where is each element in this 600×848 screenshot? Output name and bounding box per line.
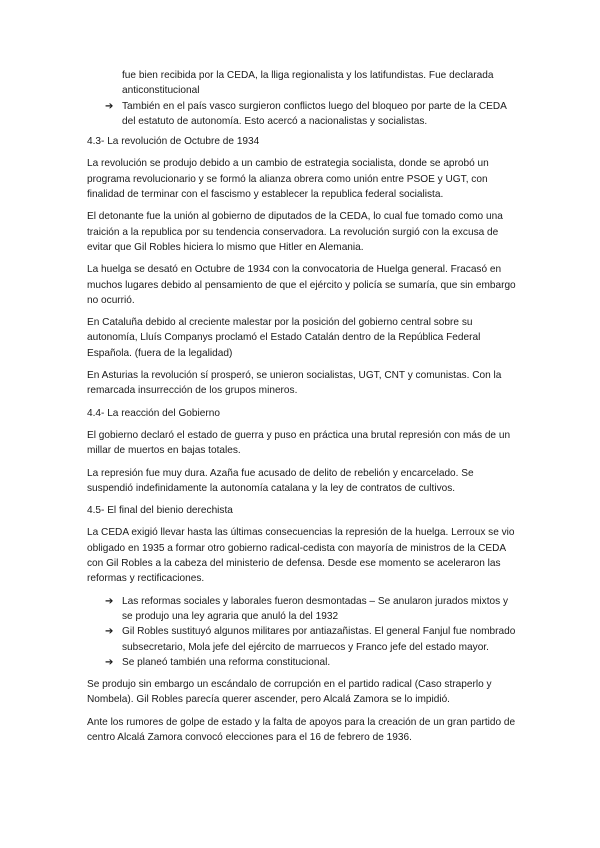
paragraph: En Cataluña debido al creciente malestar por la posición del gobierno central sobre su autonomía, Lluís Companys proclamó el Estado Catalán dentro de la República Federal Española. (fuera de la legalidad): [87, 317, 481, 359]
document-body: [87, 68, 520, 752]
paragraph: La huelga se desató en Octubre de 1934 con la convocatoria de Huelga general. Fracasó en muchos lugares debido al pensamiento de que el ejército y policía se sumaría, que sin embargo no ocurrió.: [87, 264, 516, 306]
paragraph: El detonante fue la unión al gobierno de diputados de la CEDA, lo cual fue tomado como una traición a la republica por su tendencia conservadora. La revolución surgió con la excusa de evitar que Gil Robles hiciera lo mismo que Hitler en Alemania.: [87, 211, 503, 253]
arrow-icon: ➔: [105, 626, 114, 638]
paragraph: En Asturias la revolución sí prosperó, se unieron socialistas, UGT, CNT y comunistas. Con la remarcada insurrección de los grupos mineros.: [87, 370, 502, 397]
paragraph: Ante los rumores de golpe de estado y la falta de apoyos para la creación de un gran partido de centro Alcalá Zamora convocó elecciones para el 16 de febrero de 1936.: [87, 716, 516, 743]
top-bullet-list: [87, 99, 520, 130]
reform-bullet-list: [87, 594, 520, 670]
list-item: [105, 99, 520, 130]
bullet-text: También en el país vasco surgieron conflictos luego del bloqueo por parte de la CEDA del estatuto de autonomía. Esto acercó a nacionalistas y socialistas.: [122, 100, 507, 127]
paragraph: Se produjo sin embargo un escándalo de corrupción en el partido radical (Caso straperlo y Nombela). Gil Robles parecía querer ascender, pero Alcalá Zamora se lo impidió.: [87, 679, 492, 706]
section-heading-4-3: 4.3- La revolución de Octubre de 1934: [87, 136, 260, 148]
paragraph: La CEDA exigió llevar hasta las últimas consecuencias la represión de la huelga. Lerroux se vio obligado en 1935 a formar otro gobierno radical-cedista con mayoría de ministros de la CEDA con Gil Robles a la cabeza del ministerio de defensa. Desde ese momento se aceleraron las reformas y rectificaciones.: [87, 527, 515, 585]
arrow-icon: ➔: [105, 100, 114, 112]
continuation-text: fue bien recibida por la CEDA, la lliga regionalista y los latifundistas. Fue declarada anticonstitucional: [122, 70, 494, 97]
bullet-text: Las reformas sociales y laborales fueron desmontadas – Se anularon jurados mixtos y se produjo una ley agraria que anuló la del 1932: [122, 595, 509, 622]
bullet-text: Se planeó también una reforma constitucional.: [122, 656, 331, 668]
paragraph: La revolución se produjo debido a un cambio de estrategia socialista, donde se aprobó un programa revolucionario y se formó la alianza obrera como unión entre PSOE y UGT, con finalidad de terminar con el fascismo y establecer la republica federal socialista.: [87, 158, 489, 201]
arrow-icon: ➔: [105, 595, 114, 607]
arrow-icon: ➔: [105, 656, 114, 668]
paragraph: El gobierno declaró el estado de guerra y puso en práctica una brutal represión con más de un millar de muertos en bajas totales.: [87, 429, 511, 457]
section-heading-4-5: 4.5- El final del bienio derechista: [87, 505, 233, 517]
list-item: [105, 624, 520, 655]
section-heading-4-4: 4.4- La reacción del Gobierno: [87, 407, 220, 419]
list-item: [105, 594, 520, 625]
paragraph: La represión fue muy dura. Azaña fue acusado de delito de rebelión y encarcelado. Se suspendió indefinidamente la autonomía catalana y la ley de contratos de cultivos.: [87, 467, 474, 494]
list-item: [105, 655, 520, 670]
bullet-text: Gil Robles sustituyó algunos militares por antiazañistas. El general Fanjul fue nombrado subsecretario, Mola jefe del ejército de marruecos y Franco jefe del estado mayor.: [122, 626, 516, 653]
